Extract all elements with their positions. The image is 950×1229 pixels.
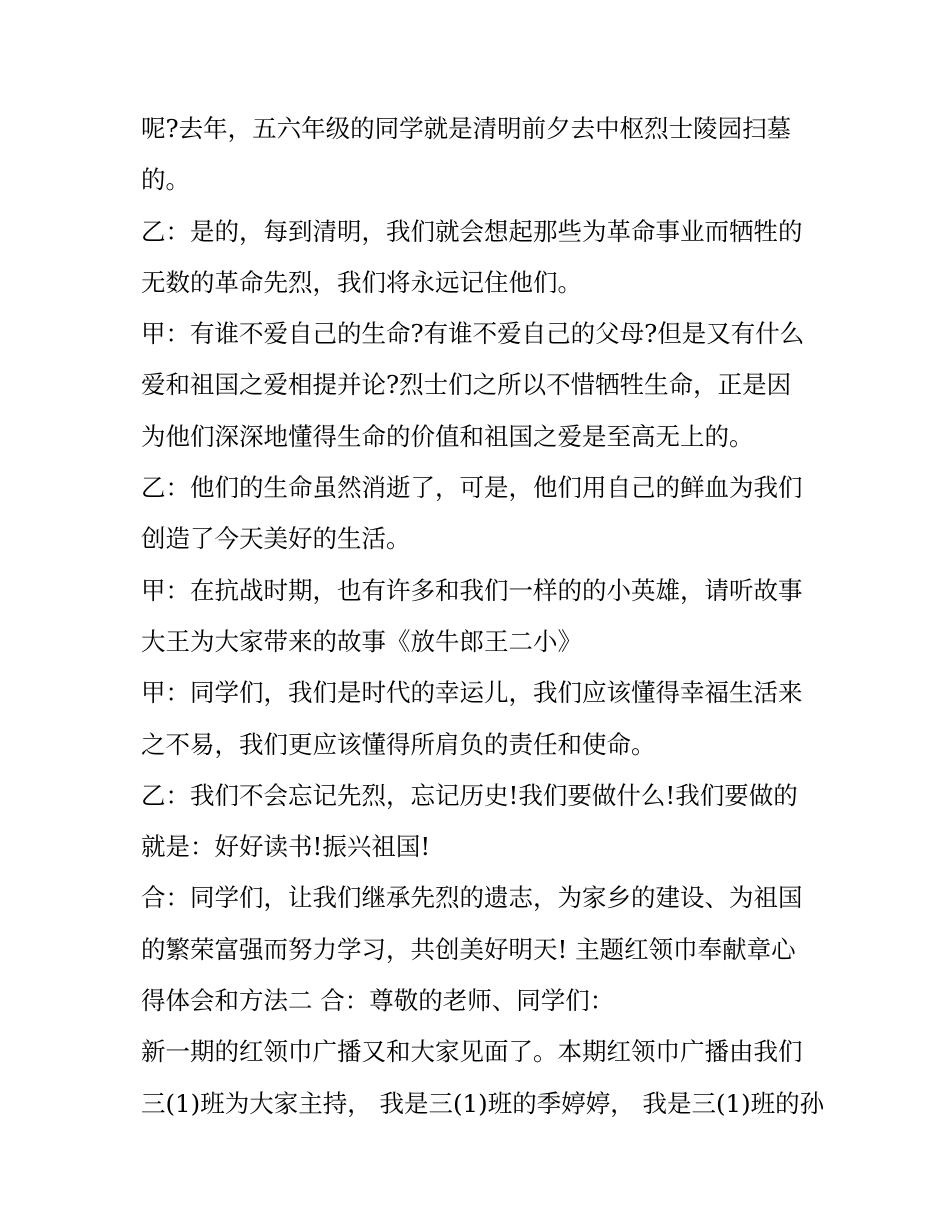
text-line: 合：同学们，让我们继承先烈的遗志，为家乡的建设、为祖国 bbox=[141, 883, 803, 913]
text-line: 呢?去年，五六年级的同学就是清明前夕去中枢烈士陵园扫墓 bbox=[141, 114, 792, 143]
text-line: 的繁荣富强而努力学习，共创美好明天! 主题红领巾奉献章心 bbox=[141, 934, 796, 964]
text-line: 创造了今天美好的生活。 bbox=[141, 524, 411, 554]
text-line: 新一期的红领巾广播又和大家见面了。本期红领巾广播由我们 bbox=[141, 1037, 803, 1067]
text-line: 甲：同学们，我们是时代的幸运儿，我们应该懂得幸福生活来 bbox=[141, 678, 803, 708]
text-line: 乙：是的，每到清明，我们就会想起那些为革命事业而牺牲的 bbox=[141, 216, 803, 246]
text-line: 爱和祖国之爱相提并论?烈士们之所以不惜牺牲生命，正是因 bbox=[141, 370, 792, 400]
text-line: 甲：在抗战时期，也有许多和我们一样的的小英雄，请听故事 bbox=[141, 575, 803, 605]
text-line: 三(1)班为大家主持， 我是三(1)班的季婷婷， 我是三(1)班的孙 bbox=[141, 1088, 825, 1118]
text-line: 之不易，我们更应该懂得所肩负的责任和使命。 bbox=[141, 729, 656, 759]
text-line: 大王为大家带来的故事《放牛郎王二小》 bbox=[141, 626, 582, 656]
text-line: 乙：他们的生命虽然消逝了，可是，他们用自己的鲜血为我们 bbox=[141, 473, 803, 503]
text-line: 甲：有谁不爱自己的生命?有谁不爱自己的父母?但是又有什么 bbox=[141, 319, 805, 349]
text-line: 为他们深深地懂得生命的价值和祖国之爱是至高无上的。 bbox=[141, 421, 754, 451]
text-line: 得体会和方法二 合：尊敬的老师、同学们： bbox=[141, 986, 615, 1016]
text-line: 就是：好好读书!振兴祖国! bbox=[141, 832, 431, 862]
text-line: 无数的革命先烈，我们将永远记住他们。 bbox=[141, 267, 582, 297]
text-line: 乙：我们不会忘记先烈，忘记历史!我们要做什么!我们要做的 bbox=[141, 780, 798, 810]
body-text bbox=[141, 103, 825, 1129]
text-line: 的。 bbox=[141, 165, 190, 195]
